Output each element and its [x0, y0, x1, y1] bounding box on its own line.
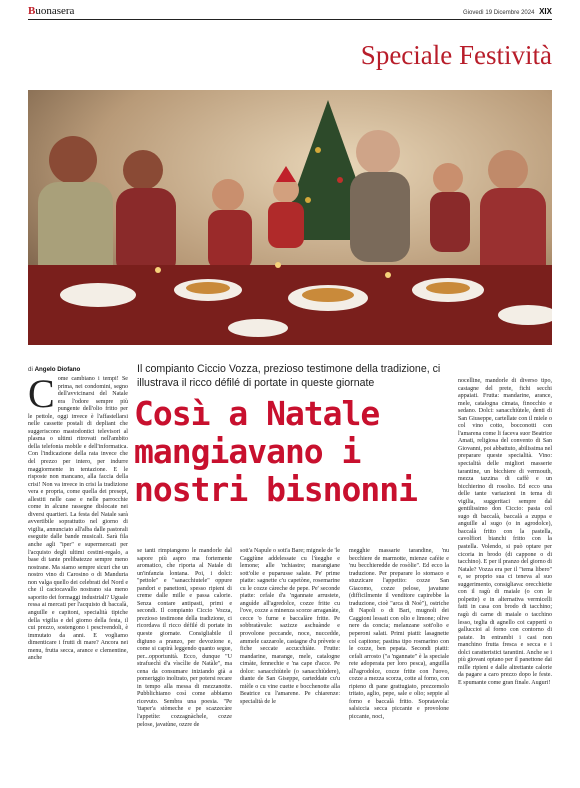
byline: di Angelo Diofano [28, 366, 81, 373]
newspaper-logo: Buonasera [28, 5, 75, 17]
article-column-2: se tanti rimpiangono le mandorle dal sapore più aspro ma fortemente aromatico, che riporta al Natale di un'infanzia lontana. Poi, i dolci: "pettole" e "sanacchiutele" oppure pandori e panettoni, spesso ripieni di creme dalle mille e passa calorie. Senza contare antipasti, primi e secondi. Il compianto Ciccio Vozza, prezioso testimone della tradizione, ci ricordava il ricco défilé di portate in queste giornate. Consigliabile il digiuno a pranzo, per devozione e, come si capirà leggendo quanto segue, per...opportunità. Ecco, dunque "U strafuechì d'a vìscìlie de Natàle", ma cena da consumare iniziando già a pomeriggio inoltrato, per potersi recare in tempo alla messa di mezzanotte. Pubblichiamo così come abbiamo ricevuto. Sembra una poesia. "Pe 'ttaper'a stòmeche e pe scazzecàre l'appetìte: cozzagnàchele, cozze pelose, javatùne, ozzre de [137, 548, 232, 728]
page-number: XIX [539, 7, 552, 16]
drop-cap: C [28, 371, 55, 416]
family-dinner-photo [28, 90, 552, 345]
article-column-3: sott'a Napule o sott'a Bare; mignele de 'le Caggiùne addelessate cu l'ùegghe e lemone; alle 'nchiastre; marangiane sott'olie e puparusse salate. Pe' prime piatte: sagnette c'u capetòne, rosemarine cu le cozze càreche de pepe. Pe' seconde piatte: cefale d'a 'ngannate arrustete, anguìde all'agredolce, cozze fritte cu l'ove, cozze a minenza scorze arraganàte, cecce 'o furne e baccalàre fritte. Pe sobbratàvule: sazizze aschuànde e provolone peccande, noce, nuccedde, ammele cazzarole, castagne d'u prèvete e fiche seccate accucchiàte. Frutte: mandarine, marange, mele, catalogne cimàte, fennechie e 'na cape d'acce. Pe dolce: sanacchiùtele (o sanacchiùdere), diante de San Giseppe, carteddate cu'u mièle o cu vine cuette e bocchenotte alla Beatrice cu l'amarene. Pe chiarenze: specialità de le [240, 548, 340, 705]
article-kicker: Il compianto Ciccio Vozza, prezioso testimone della tradizione, ci illustrava il ricco défilé di portate in queste giornate [137, 363, 441, 389]
article-headline: Così a Natale mangiavano i nostri bisnonni [134, 394, 418, 509]
masthead [28, 6, 552, 20]
article-column-1: Come cambiano i tempi! Se prima, nei condomini, segno dell'avvicinarsi del Natale era l'odore sempre più pungente dell'olio fritto per le pettole, oggi invece è l'affastellarsi nelle cassette postali di depliant che suggeriscono mastodontici televisori al plasma o ultimi ritrovati nell'ambito della telefonia mobile e dell'informatica. Con l'indicazione della rata invece che del prezzo per intero, per indurre maggiormente in tentazione. E le risposte non mancano, alla faccia della crisi! Non va invece in crisi la tradizione vera e propria, come quella dei presepi, allestiti nelle case e nelle parrocchie come in alcune rassegne dislocate nei diversi quartieri. La festa del Natale sarà avvertibile soprattutto nel giorno di vigilia, annunciato all'alba dalle pastorali eseguite dalle bande musicali. Sarà fila anche agli "iper" e supermercati per l'acquisto degli ultimi cestini-regalo, a base di tante prelibatezze sempre meno nostrane. Ma siamo sempre sicuri che un nostro vino di Carosino o di Manduria non valga quello dei celebrati del Nord e che il caciocavallo nostrano sia meno saporito dei formaggi industriali? Uguale ressa ai mercati per l'acquisto di baccalà, anguille e capitoni, specialità tipiche della vigilia e del giorno della festa, il cui prezzo, sostengono i pescivendoli, è immutato da anni. E vogliamo dimenticare i frutti di mare? Ancora nei menu, frutta secca, arance e clementine, anche [28, 371, 128, 662]
article-column-5: nocelline, mandorle di diverso tipo, castagne del prete, fichi secchi appaiati. Frutta: mandarine, arance, mele, catalogna cimata, finocchio e sedano. Dolci: sanacchiùtele, denti di San Giuseppe, cartellate con il miele o col vino cotto, bocconotti con l'amarena come li faceva suor Beatrice Amati, religiosa del convento di San Giovanni, poi abbattuto, abilissima nel preparare queste specialità. Vino: specialità delle migliori masserie tarantine, un bicchiere di vermouth, mezza tazzina di caffè e un bicchierino di rosolio. Ed ecco una delle tante variazioni in tema di vigilia, suggeritaci sempre dal gentilissimo don Ciccio: pasta col sugo di baccalà, baccalà a zuppa e anguille al sugo (o in agrodolce), baccalà fritto con la pastella, cavolfiori bianchi fritto con la pastella. Volendo, si può optare per cicoria in brodo (di cappone o di tacchino). E per il pranzo del giorno di Natale? Vozza era per il "tema libero" e, se proprio sua ci teneva al suo suggerimento, consigliava: orecchiette con il ragù di maiale (o con le polpette) e in alternativa vermicelli fatti in casa con brodo di tacchino; ragù di carne di maiale o tacchino lesso, teglia di agnello coi cappertì o galluccioi al forno con contorno di patate. In entrambi i casi non manchino frutta fresca e secca e i dolci caratteristici tarantini. Anche se i più giovani optano per il panettone dai mille ripieni e dalle altrettante calorie da pagare a caro prezzo dopo le feste. E spumante come gran finale. Auguri! [458, 378, 552, 686]
section-title: Speciale Festività [360, 40, 552, 70]
issue-meta [463, 7, 552, 16]
article-column-4: megghie massarie tarandine, 'nu becchiere de marmotte, mienze cafèie e 'nu becchieredde de rosòlie". Ed ecco la traduzione. Per preparare lo stomaco e stuzzicare l'appetito: cozze San Giacomo, cozze pelose, javatune (difficilmente il venditore capirebbe la traduzione, cioè "arca di Noè"), ostriche di Napoli o di Bari, mugnoli dei Caggioni lessati con olio e limone; olive nere da concia; melanzane sott'olio e peperoni salati. Primi piatti: lasagnette col capitone; pastina tipo rosmarino con le cozze, ben pepata. Secondi piatti: cefali arrosto ("a 'ngannate" è la speciale rete adoperata per loro pesca), anguilla all'agrodolce, cozze fritte con l'uovo, cozze a mezza scorza, cotte al forno, con ripieno di pane grattugiato, prezzemolo tritato, aglio, pepe, sale e olio; seppie al forno e baccalà fritto. Sopratavola: salsiccia secca piccante e provolone piccante, noci, [349, 548, 449, 721]
issue-date: Giovedì 19 Dicembre 2024 [463, 10, 535, 16]
author-name: Angelo Diofano [34, 366, 81, 373]
